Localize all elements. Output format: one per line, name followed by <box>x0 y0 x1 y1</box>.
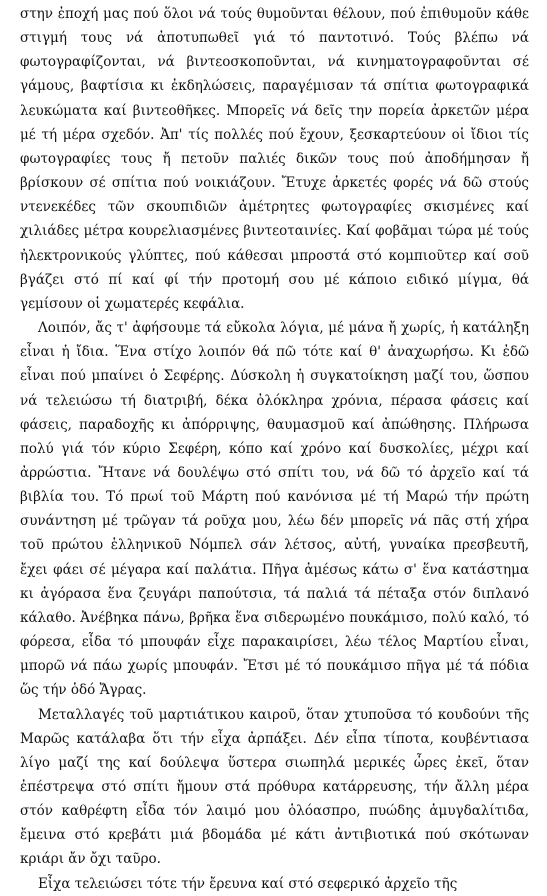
paragraph-3: Μεταλλαγές τοῦ μαρτιάτικου καιροῦ, ὅταν χτυποῦσα τό κουδούνι τῆς Μαρῶς κατάλαβα ὅτι τήν εἶχα ἀρπάξει. Δέν εἶπα τίποτα, κουβέντιασα λίγο μαζί της καί δούλεψα ὕστερα σιωπηλά μερικές ὧρες ἐκεῖ, ὅταν ἐπέστρεψα στό σπίτι ἤμουν στά πρόθυρα κατάρρευσης, τήν ἄλλη μέρα στόν καθρέφτη εἶδα τόν λαιμό μου ὁλόασπρο, πυώδης ἀμυγδαλίτιδα, ἔμεινα στό κρεβάτι μιά βδομάδα μέ κάτι ἀντιβιοτικά πού σκότωναν κριάρι ἄν ὄχι ταῦρο. <box>20 706 529 868</box>
paragraph-4: Εἶχα τελειώσει τότε τήν ἔρευνα καί στό σεφερικό ἀρχεῖο τῆς <box>38 875 458 892</box>
body-text <box>20 2 529 896</box>
paragraph-1: στην ἐποχή μας πού ὅλοι νά τούς θυμοῦνται θέλουν, πού ἐπιθυμοῦν κάθε στιγμή τους νά ἀποτυπωθεῖ γιά τό παντοτινό. Τούς βλέπω νά φωτογραφίζονται, νά βιντεοσκοποῦνται, νά κινηματογραφοῦνται σέ γάμους, βαφτίσια κι ἐκδηλώσεις, παραγέμισαν τά σπίτια φωτογραφικά λευκώματα καί βιντεοθῆκες. Μπορεῖς νά δεῖς την πορεία ἀρκετῶν μέρα μέ τή μέρα σχεδόν. Ἀπ' τίς πολλές πού ἔχουν, ξεσκαρτεύουν οἱ ἴδιοι τίς φωτογραφίες τους ἤ πετοῦν παλιές δικῶν τους πού ἀποδήμησαν ἤ βρίσκουν σέ σπίτια πού νοικιάζουν. Ἔτυχε ἀρκετές φορές νά δῶ στούς ντενεκέδες τῶν σκουπιδιῶν ἀμέτρητες φωτογραφίες σκισμένες καί χιλιάδες μέτρα κουρελιασμένες βιντεοταινίες. Καί φοβᾶμαι τώρα μέ τούς ἠλεκτρονικούς γλύπτες, πού κάθεσαι μπροστά στό κομπιοῦτερ καί σοῦ βγάζει στό πί καί φί τήν προτομή σου μέ κάποιο ειδικό μίγμα, θά γεμίσουν οἱ χωματερές κεφάλια. <box>20 6 529 312</box>
paragraph-2: Λοιπόν, ἄς τ' ἀφήσουμε τά εὔκολα λόγια, μέ μάνα ἤ χωρίς, ἡ κατάληξη εἶναι ἡ ἴδια. Ἕνα στίχο λοιπόν θά πῶ τότε καί θ' ἀναχωρήσω. Κι ἐδῶ εἶναι πού μπαίνει ὁ Σεφέρης. Δύσκολη ἡ συγκατοίκηση μαζί του, ὥσπου νά τελειώσω τή διατριβή, δέκα ὁλόκληρα χρόνια, πέρασα φάσεις καί φάσεις, παραδοχῆς κι ἀπόρριψης, θαυμασμοῦ καί ἀπώθησης. Πλήρωσα πολύ γιά τόν κύριο Σεφέρη, κόπο καί χρόνο καί δυσκολίες, μέχρι καί ἀρρώστια. Ἤτανε νά δουλέψω στό σπίτι του, νά δῶ τό ἀρχεῖο καί τά βιβλία του. Τό πρωί τοῦ Μάρτη πού κανόνισα μέ τή Μαρώ τήν πρώτη συνάντηση μέ τρῶγαν τά ροῦχα μου, λέω δέν μπορεῖς νά πᾶς στή χήρα τοῦ πρώτου ἑλληνικοῦ Νόμπελ σάν λέτσος, αὐτή, γυναίκα πρεσβευτῆ, ἔχει φάει σέ μέγαρα καί παλάτια. Πῆγα ἀμέσως κάτω σ' ἕνα κατάστημα κι ἀγόρασα ἕνα ζευγάρι παπούτσια, τά παλιά τά πέταξα στόν διπλανό κάλαθο. Ἀνέβηκα πάνω, βρῆκα ἕνα σιδερωμένο πουκάμισο, πολύ καλό, τό φόρεσα, εἶδα τό μπουφάν εἶχε παρακαιρίσει, λέω τέλος Μαρτίου εἶναι, μπορῶ νά πάω χωρίς μπουφάν. Ἔτσι μέ τό πουκάμισο πῆγα μέ τά πόδια ὥς τήν ὁδό Ἄγρας. <box>20 320 529 699</box>
